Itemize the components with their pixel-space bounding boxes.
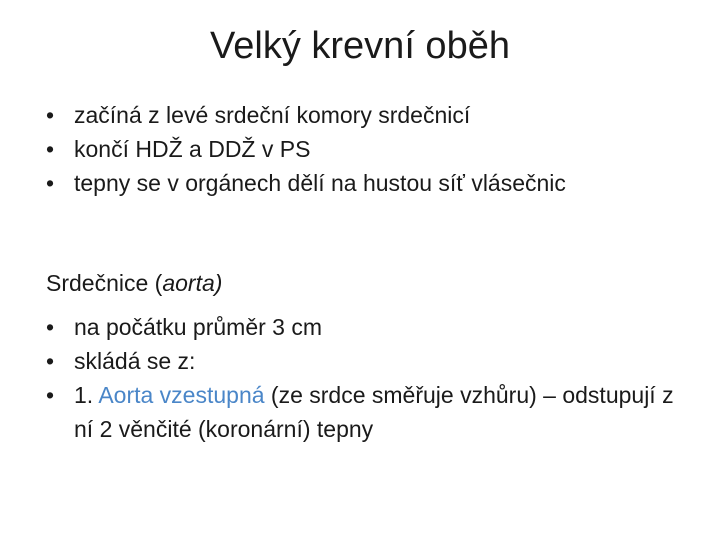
- list-item-text: končí HDŽ a DDŽ v PS: [74, 136, 311, 162]
- bullet-dot: •: [46, 348, 55, 374]
- list-item: [46, 378, 686, 446]
- section-heading: [46, 266, 222, 300]
- bullet-dot: •: [46, 102, 55, 128]
- list-item: [46, 98, 686, 132]
- section-heading-italic: aorta): [162, 270, 223, 296]
- list-item-text: na počátku průměr 3 cm: [74, 314, 323, 340]
- list-item: [46, 344, 686, 378]
- list-item: [46, 132, 686, 166]
- list-item: [46, 166, 686, 200]
- bullet-dot: •: [46, 382, 55, 408]
- list-item-text: začíná z levé srdeční komory srdečnicí: [74, 102, 471, 128]
- bullet-list-overview: [46, 98, 686, 200]
- highlighted-term: Aorta vzestupná: [98, 382, 265, 408]
- slide-title: Velký krevní oběh: [210, 25, 510, 67]
- bullet-dot: •: [46, 314, 55, 340]
- section-heading-text: Srdečnice (: [46, 270, 163, 296]
- list-item-suffix: (ze srdce směřuje vzhůru) – odstupují z ní 2 věnčité (koronární) tepny: [74, 382, 674, 442]
- list-item-prefix: 1.: [74, 382, 99, 408]
- list-item-text: [74, 382, 674, 442]
- bullet-dot: •: [46, 170, 55, 196]
- list-item-text: skládá se z:: [74, 348, 196, 374]
- bullet-list-aorta: [46, 310, 686, 446]
- list-item: [46, 310, 686, 344]
- list-item-text: tepny se v orgánech dělí na hustou síť vlásečnic: [74, 170, 566, 196]
- bullet-dot: •: [46, 136, 55, 162]
